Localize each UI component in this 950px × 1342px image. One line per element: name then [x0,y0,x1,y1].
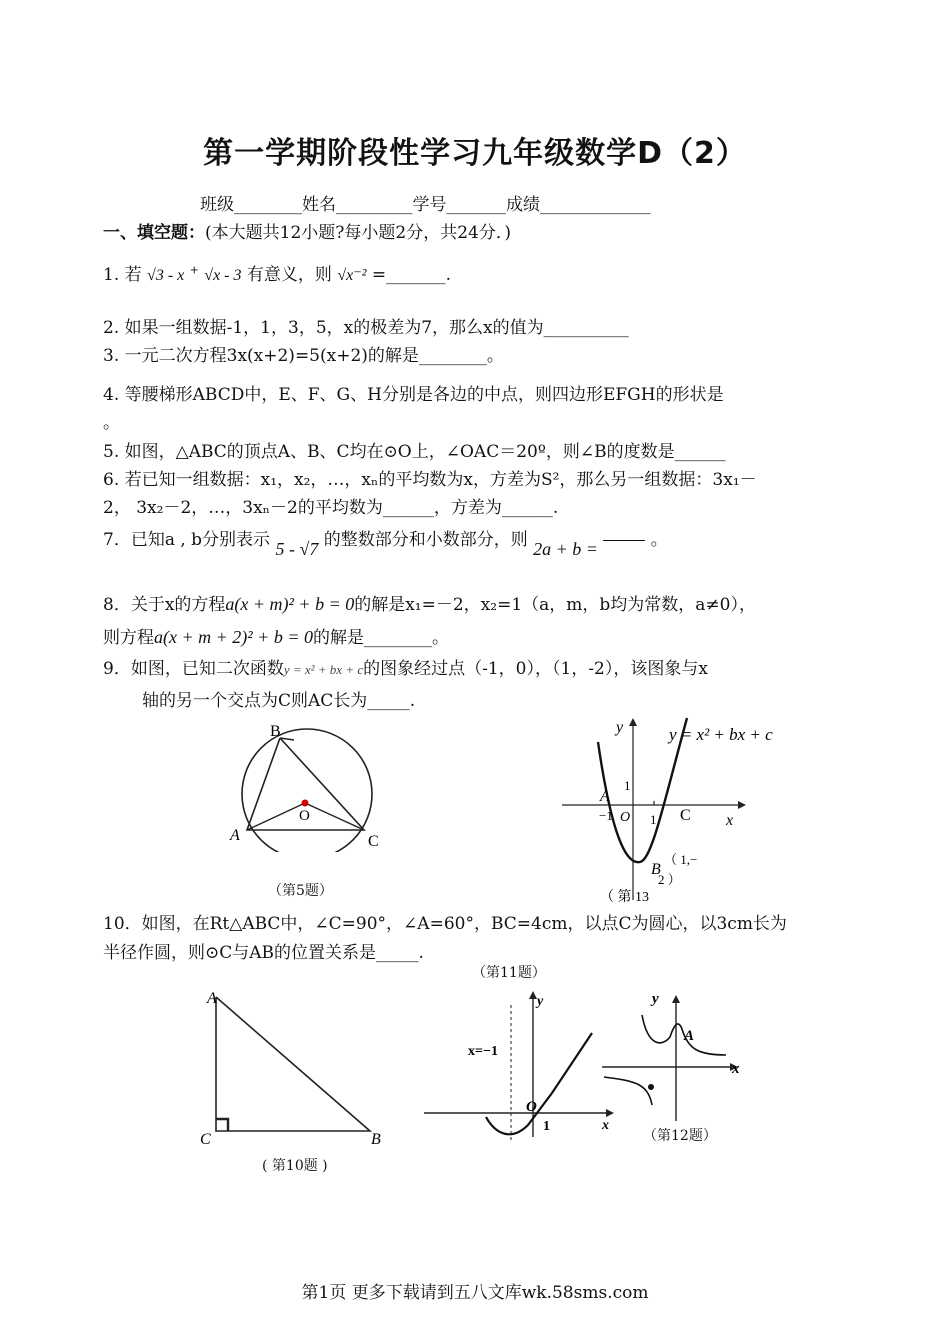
fig12-label-y: y [652,991,659,1007]
q1-expr1: √3 - x [147,267,185,284]
q9-prefix: 9．如图，已知二次函数 [103,659,284,679]
fig13-equation: y = x² + bx + c [669,725,773,744]
fig13-point-label: （ 1,− [664,852,698,867]
question-8-cont [103,623,449,648]
fig13-label-a: A [600,788,610,805]
question-6: 6. 若已知一组数据：x₁，x₂，…，xₙ的平均数为x，方差为S²，那么另一组数据：3x₁－ [103,470,757,490]
section-1-label: 一、填空题： [103,223,205,243]
figure-5 [222,716,382,852]
q8b-suffix: 的解是________。 [312,628,449,648]
fig11-label-o: O [526,1099,537,1115]
fig11-caption: （第11题） [472,965,546,981]
page-footer: 第1页 更多下载请到五八文库wk.58sms.com [301,1283,649,1303]
fig13-label-b: B [651,861,661,878]
fig12-label-x: x [732,1061,740,1077]
fig5-label-b: B [270,723,281,740]
question-7 [103,525,668,559]
fig13-label-c: C [680,807,691,824]
fig12-point [648,1084,654,1090]
figure-12 [598,985,778,1125]
q1-prefix: 1. 若 [103,265,142,285]
question-2: 2. 如果一组数据-1，1，3，5，x的极差为7，那么x的值为__________ [103,318,629,338]
page-title: 第一学期阶段性学习九年级数学D（2） [203,136,747,171]
fig13-point-label-2: 2 ） [658,872,681,887]
fig5-center-point [302,800,309,807]
fig10-label-c: C [200,1131,211,1148]
fig5-label-o: O [299,808,310,824]
fig11-y-arrow [529,991,537,999]
q8-prefix: 8．关于x的方程 [103,595,226,615]
question-6-cont: 2， 3x₂－2，…，3xₙ－2的平均数为______，方差为______. [103,498,559,518]
q7-suffix: 。 [650,530,668,550]
question-1 [103,260,451,285]
q8b-prefix: 则方程 [103,628,154,648]
fig12-curve-lower [604,1077,652,1105]
q7-expr: 5 - √7 [275,539,319,559]
question-10-cont: 半径作圆，则⊙C与AB的位置关系是_____. [103,943,424,963]
fig10-caption: ( 第10题 ) [262,1158,328,1174]
fig11-label-axis: x=−1 [468,1044,498,1059]
fig13-tick-x1: 1 [650,812,657,827]
question-4-end: 。 [103,413,120,433]
fig13-caption: （ 第 13 [600,890,649,905]
q8b-expr: a(x + m + 2)² + b = 0 [154,627,313,647]
fig11-label-x: x [602,1118,609,1133]
fig11-label-1: 1 [543,1119,550,1134]
fig13-x-arrow [738,801,746,809]
q9-suffix: 的图象经过点（-1，0），（1，-2），该图象与x [363,659,708,679]
q7-prefix: 7．已知a , b分别表示 [103,530,271,550]
q1-blank: =_______. [371,265,451,285]
q1-expr2: √x - 3 [204,267,242,284]
fig10-label-a: A [207,990,217,1007]
q9-expr: y = x² + bx + c [283,662,364,677]
question-4: 4. 等腰梯形ABCD中，E、F、G、H分别是各边的中点，则四边形EFGH的形状是 [103,385,724,405]
fig11-curve [486,1033,592,1134]
fig13-tick-y1: 1 [624,778,631,793]
figure-11 [420,985,620,1145]
q7-answer-blank [603,540,645,541]
fig10-right-angle-mark [216,1119,228,1131]
fig10-triangle [216,997,370,1131]
fig10-label-b: B [371,1131,381,1148]
question-3: 3. 一元二次方程3x(x+2)=5(x+2)的解是________。 [103,346,504,366]
fig5-label-c: C [368,833,379,850]
fig12-y-arrow [672,995,680,1003]
question-5: 5. 如图，△ABC的顶点A、B、C均在⊙O上，∠OAC＝20º，则∠B的度数是______ [103,442,726,462]
section-1-heading [103,218,511,243]
fig5-label-a: A [230,827,240,844]
fig11-label-y: y [537,994,544,1009]
q1-mid: 有意义，则 [246,265,332,285]
fig13-tick-xm1: −1 [599,808,613,823]
question-9 [103,654,708,679]
fig13-label-y: y [616,719,624,736]
fig13-y-arrow [629,718,637,726]
q8-expr: a(x + m)² + b = 0 [225,594,355,614]
figure-10 [195,985,395,1151]
fig12-caption: （第12题） [643,1128,717,1144]
q7-expr2: 2a + b = [533,539,598,559]
q7-mid: 的整数部分和小数部分，则 [323,530,528,550]
fig5-caption: （第5题） [268,883,333,899]
student-info-line: 班级________姓名_________学号_______成绩_____________ [200,195,651,215]
question-9-cont: 轴的另一个交点为C则AC长为_____. [142,691,416,711]
fig13-label-x: x [726,812,734,829]
figure-13 [556,712,796,908]
question-10: 10．如图，在Rt△ABC中，∠C=90°，∠A=60°，BC=4cm，以点C为圆心，以3cm长为 [103,914,787,934]
fig12-label-a: A [684,1028,695,1044]
fig13-label-o: O [620,810,631,825]
fig5-radius-oc [305,803,364,830]
section-1-note: (本大题共12小题?每小题2分，共24分．) [205,223,511,243]
q1-plus: + [189,263,199,277]
q1-expr3: √x⁻² [337,267,367,284]
question-8 [103,590,756,615]
q8-suffix: 的解是x₁=－2，x₂=1（a，m，b均为常数，a≠0）， [354,595,756,615]
